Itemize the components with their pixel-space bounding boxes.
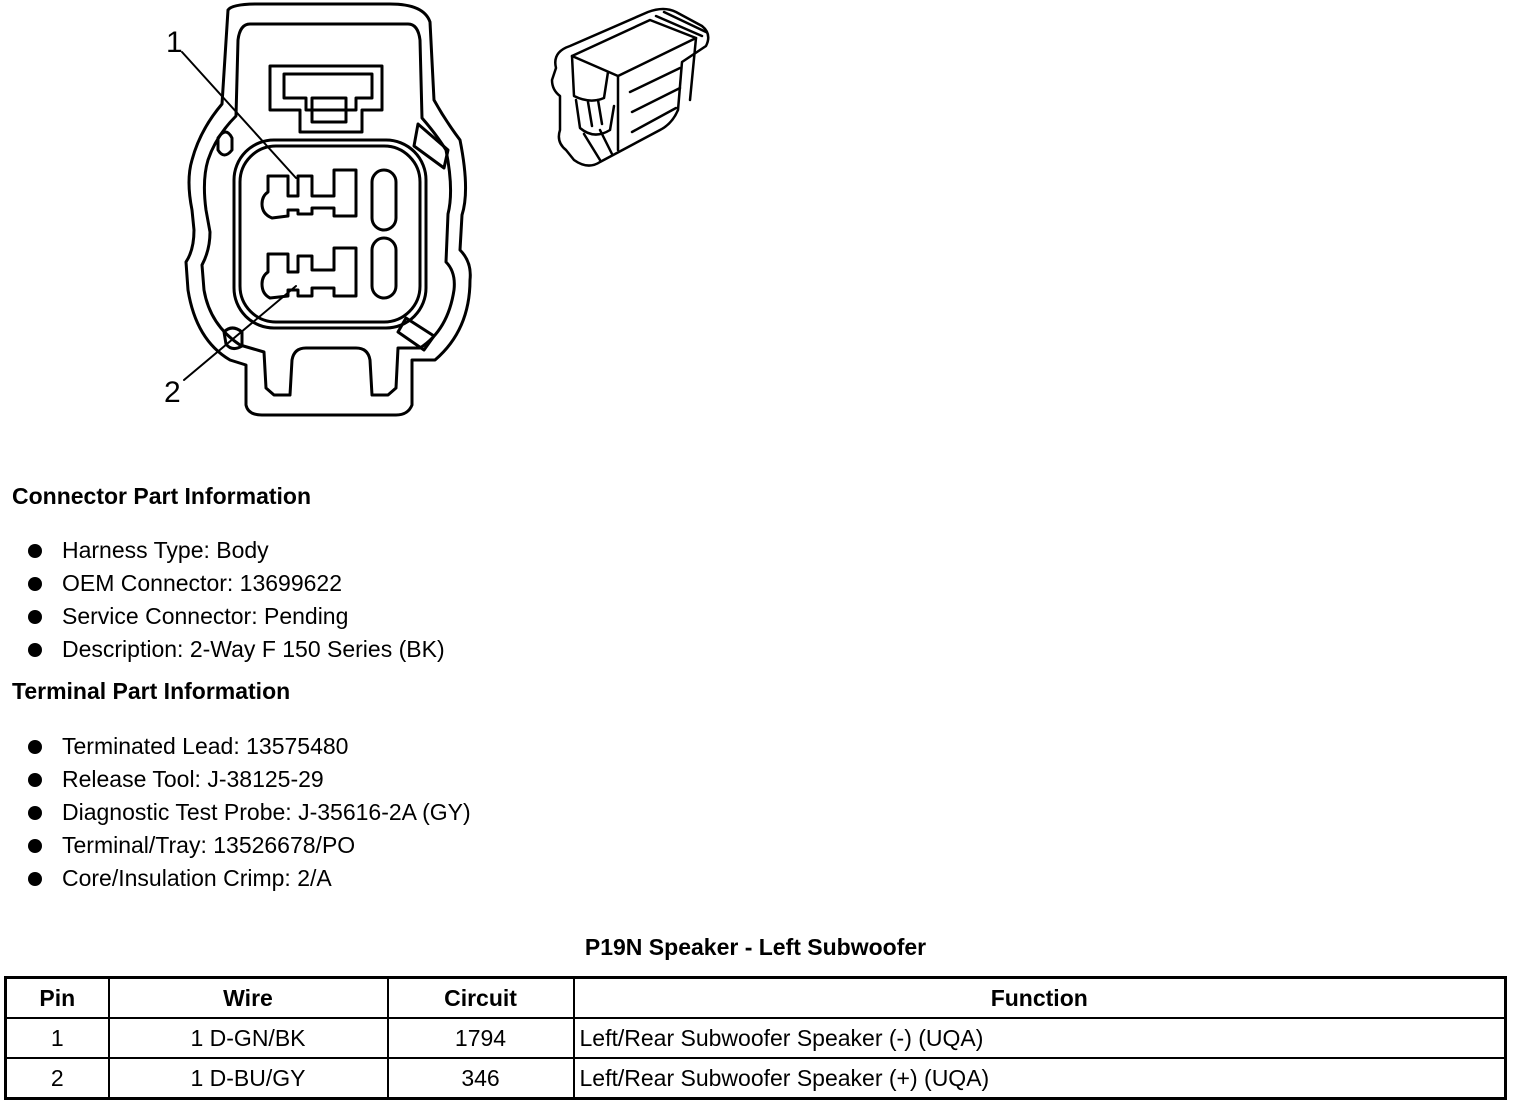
wire-cell: 1 D-GN/BK <box>109 1018 388 1058</box>
bullet-icon <box>28 872 42 886</box>
list-item <box>28 862 471 895</box>
connector-isometric-view <box>552 9 708 166</box>
list-item <box>28 567 445 600</box>
terminal-part-info-heading: Terminal Part Information <box>12 678 291 704</box>
list-item-text: Core/Insulation Crimp: 2/A <box>62 865 332 891</box>
pin-1-label: 1 <box>166 26 183 59</box>
bullet-icon <box>28 577 42 591</box>
bullet-icon <box>28 740 42 754</box>
wire-cell: 1 D-BU/GY <box>109 1058 388 1099</box>
list-item <box>28 600 445 633</box>
table-header-row <box>6 978 1506 1019</box>
pin-2-leader-line <box>184 286 296 380</box>
list-item <box>28 534 445 567</box>
list-item <box>28 763 471 796</box>
column-header-circuit: Circuit <box>388 978 574 1019</box>
pin-table-title: P19N Speaker - Left Subwoofer <box>584 934 927 960</box>
bullet-icon <box>28 610 42 624</box>
list-item-text: Description: 2-Way F 150 Series (BK) <box>62 636 445 662</box>
connector-part-info-heading: Connector Part Information <box>12 483 312 509</box>
connector-part-info-list <box>28 534 445 666</box>
list-item-text: OEM Connector: 13699622 <box>62 570 343 596</box>
bullet-icon <box>28 773 42 787</box>
function-cell: Left/Rear Subwoofer Speaker (+) (UQA) <box>574 1058 1506 1099</box>
list-item <box>28 633 445 666</box>
pin-cell: 2 <box>6 1058 109 1099</box>
table-row <box>6 1058 1506 1099</box>
bullet-icon <box>28 839 42 853</box>
bullet-icon <box>28 806 42 820</box>
column-header-pin: Pin <box>6 978 109 1019</box>
circuit-cell: 1794 <box>388 1018 574 1058</box>
connector-face-view <box>186 4 470 415</box>
list-item-text: Service Connector: Pending <box>62 603 349 629</box>
connector-diagram <box>0 0 1520 440</box>
terminal-part-info-list <box>28 730 471 895</box>
list-item-text: Terminal/Tray: 13526678/PO <box>62 832 356 858</box>
list-item-text: Release Tool: J-38125-29 <box>62 766 324 792</box>
pin-table <box>4 976 1507 1100</box>
list-item-text: Diagnostic Test Probe: J-35616-2A (GY) <box>62 799 471 825</box>
column-header-function: Function <box>574 978 1506 1019</box>
circuit-cell: 346 <box>388 1058 574 1099</box>
pin-cell: 1 <box>6 1018 109 1058</box>
table-row <box>6 1018 1506 1058</box>
bullet-icon <box>28 544 42 558</box>
list-item <box>28 730 471 763</box>
list-item <box>28 796 471 829</box>
list-item-text: Harness Type: Body <box>62 537 269 563</box>
pin-2-label: 2 <box>164 376 181 409</box>
function-cell: Left/Rear Subwoofer Speaker (-) (UQA) <box>574 1018 1506 1058</box>
list-item <box>28 829 471 862</box>
list-item-text: Terminated Lead: 13575480 <box>62 733 349 759</box>
bullet-icon <box>28 643 42 657</box>
column-header-wire: Wire <box>109 978 388 1019</box>
